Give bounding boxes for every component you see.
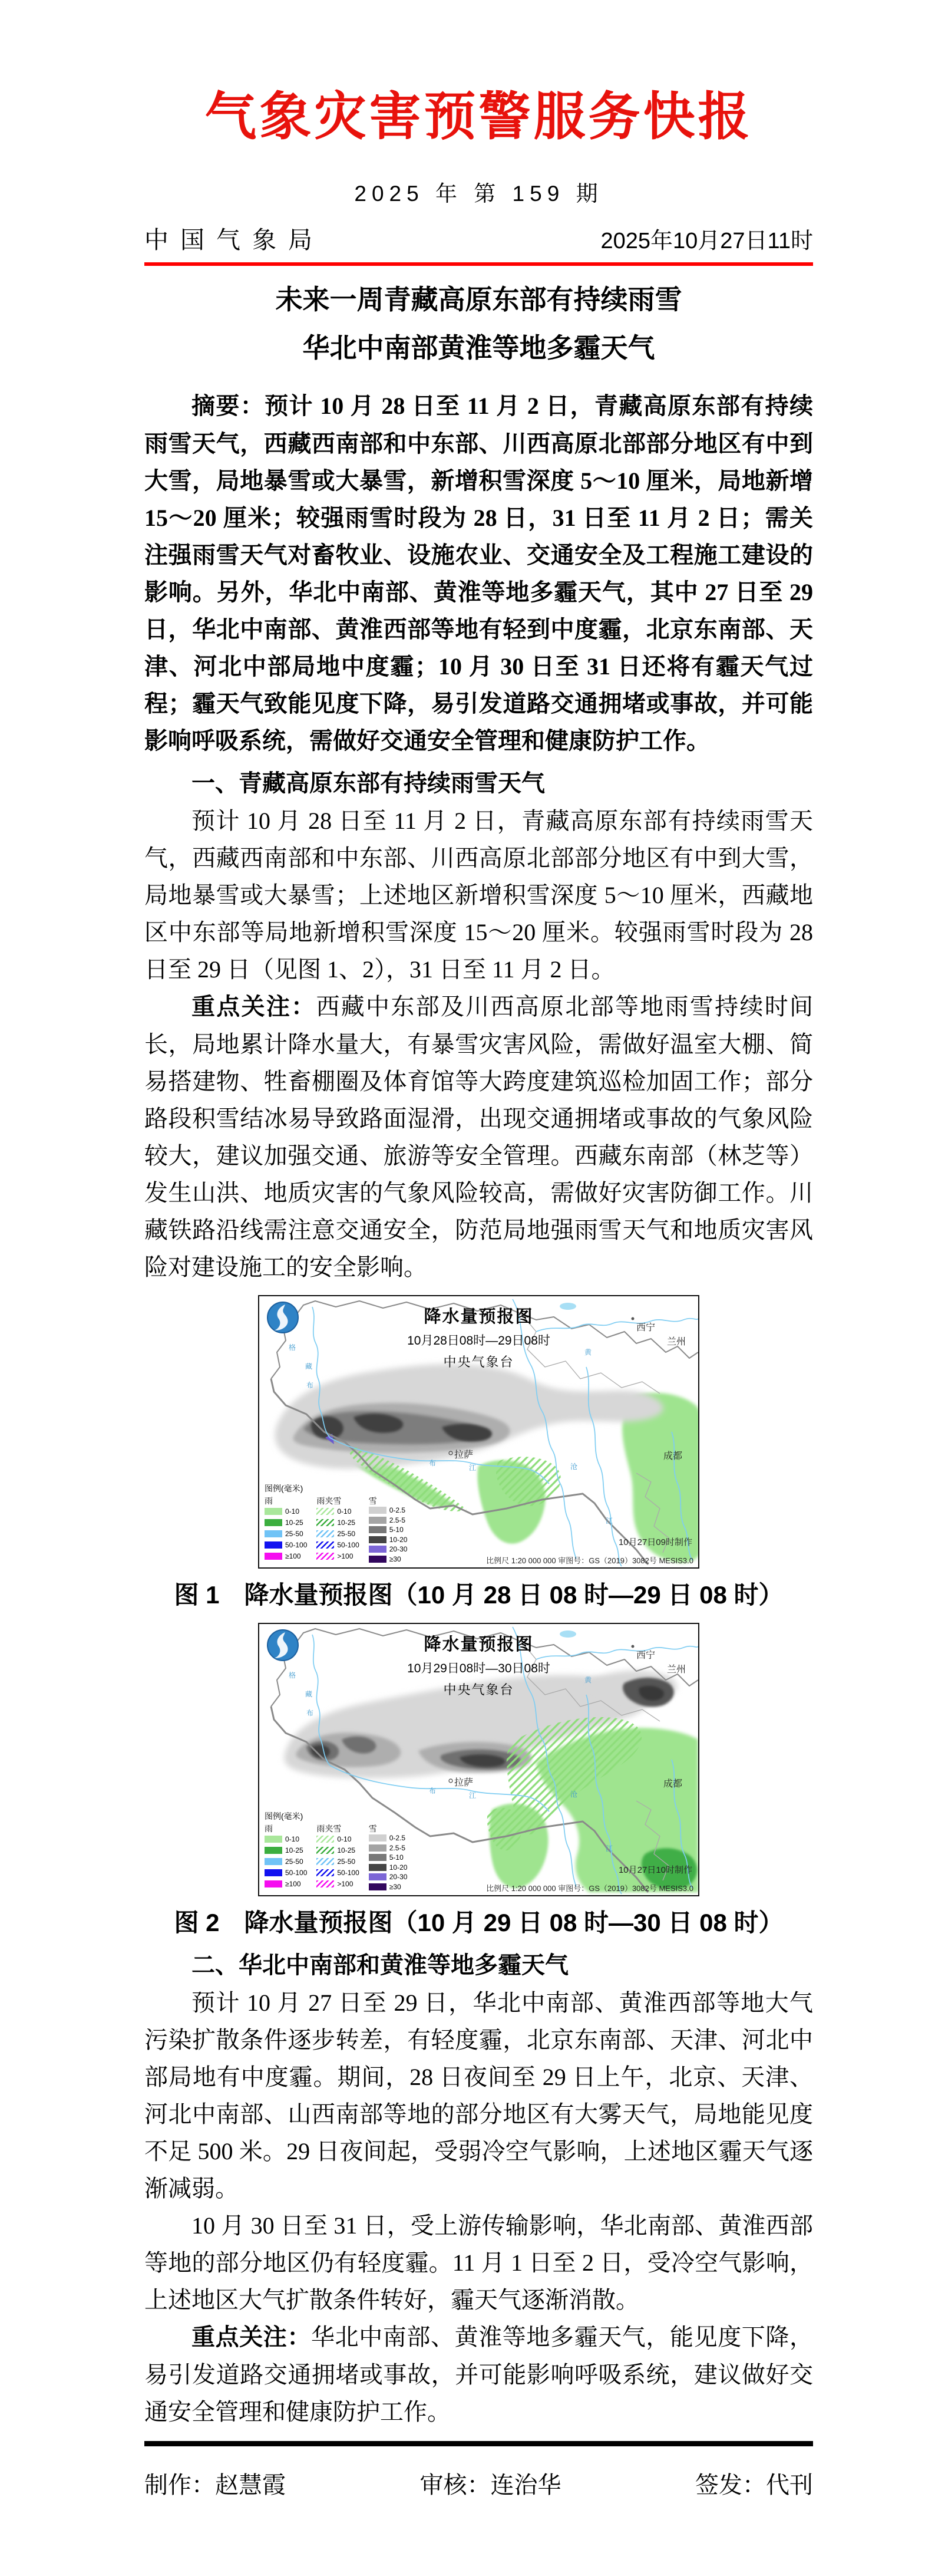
legend-row bbox=[316, 1844, 359, 1856]
map-made-time: 10月27日09时制作 bbox=[618, 1537, 692, 1547]
river-label: 江 bbox=[606, 1844, 613, 1853]
xining-marker bbox=[632, 1317, 635, 1320]
city-label-lanzhou: 兰州 bbox=[667, 1337, 686, 1347]
legend-swatch bbox=[369, 1517, 386, 1524]
legend-row bbox=[369, 1544, 408, 1554]
river-label: 江 bbox=[606, 1517, 613, 1525]
legend-swatch bbox=[265, 1880, 282, 1887]
xining-marker bbox=[632, 1645, 635, 1648]
map-legend bbox=[265, 1810, 407, 1892]
cma-logo-icon bbox=[266, 1301, 299, 1334]
legend-swatch bbox=[316, 1847, 334, 1854]
legend-row bbox=[369, 1516, 408, 1526]
legend-range-label: 2.5-5 bbox=[389, 1843, 406, 1852]
legend-col-snow: 雪 0-2.5 2.5-5 5-10 10-20 20-30 ≥30 bbox=[368, 1496, 408, 1563]
legend-range-label: 0-10 bbox=[285, 1507, 300, 1516]
river-label: 格 bbox=[289, 1671, 296, 1679]
section2-paragraph2: 10 月 30 日至 31 日，受上游传输影响，华北南部、黄淮西部等地的部分地区仍有轻度霾。11 月 1 日至 2 日，受冷空气影响，上述地区大气扩散条件转好，霾天气逐渐消散。 bbox=[144, 2212, 813, 2313]
legend-range-label: 25-50 bbox=[285, 1529, 303, 1538]
legend-range-label: ≥30 bbox=[389, 1554, 401, 1563]
legend-row bbox=[316, 1833, 359, 1844]
legend-range-label: 25-50 bbox=[337, 1857, 356, 1866]
legend-range-label: 5-10 bbox=[389, 1853, 404, 1862]
legend-range-label: 50-100 bbox=[285, 1540, 308, 1549]
legend-row bbox=[316, 1517, 359, 1528]
map-agency: 中央气象台 bbox=[443, 1355, 514, 1369]
section1-focus-text: 西藏中东部及川西高原北部等地雨雪持续时间长，局地累计降水量大，有暴雪灾害风险，需做好温室大棚、简易搭建物、牲畜棚圈及体育馆等大跨度建筑巡检加固工作；部分路段积雪结冰易导致路面湿滑，出现交通拥堵或事故的气象风险较大，建议加强交通、旅游等安全管理。西藏东南部（林芝等）发生山洪、地质灾害的气象风险较高，需做好灾害防御工作。川藏铁路沿线需注意交通安全，防范局地强雨雪天气和地质灾害风险对建设施工的安全影响。 bbox=[144, 993, 814, 1280]
legend-row bbox=[316, 1539, 359, 1550]
abstract-label: 摘要： bbox=[191, 393, 265, 419]
city-label-xining: 西宁 bbox=[636, 1323, 656, 1333]
legend-range-label: 10-25 bbox=[285, 1518, 303, 1527]
legend-row bbox=[265, 1550, 307, 1562]
legend-title: 图例(毫米) bbox=[265, 1484, 303, 1493]
legend-row bbox=[265, 1517, 307, 1528]
legend-swatch bbox=[265, 1530, 282, 1537]
legend-col-sleet: 雨夹雪 0-10 10-25 25-50 50-100 >100 bbox=[316, 1823, 359, 1892]
legend-row bbox=[369, 1535, 408, 1545]
legend-swatch bbox=[265, 1847, 282, 1854]
legend-row bbox=[265, 1528, 307, 1539]
legend-range-label: 25-50 bbox=[337, 1529, 356, 1538]
footer-divider bbox=[144, 2441, 813, 2446]
legend-row bbox=[369, 1872, 408, 1882]
river-label: 黄 bbox=[584, 1676, 592, 1684]
legend-col-rain: 雨 0-10 10-25 25-50 50-100 ≥100 bbox=[265, 1823, 307, 1892]
legend-swatch bbox=[369, 1834, 386, 1842]
section1-focus-paragraph bbox=[144, 988, 813, 1286]
legend-swatch bbox=[265, 1541, 282, 1549]
legend-row bbox=[265, 1856, 307, 1867]
map-made-time: 10月27日10时制作 bbox=[618, 1865, 692, 1875]
footer-maker: 制作：赵慧霞 bbox=[144, 2472, 286, 2498]
legend-swatch bbox=[265, 1869, 282, 1876]
legend-row bbox=[369, 1863, 408, 1873]
legend-range-label: ≥100 bbox=[285, 1551, 301, 1560]
city-label-chengdu: 成都 bbox=[663, 1779, 683, 1789]
legend-range-label: 10-20 bbox=[389, 1863, 408, 1872]
city-label-chengdu: 成都 bbox=[663, 1451, 683, 1461]
figure-2 bbox=[144, 1623, 813, 1939]
section1-heading: 一、青藏高原东部有持续雨雪天气 bbox=[191, 770, 545, 796]
legend-row bbox=[316, 1867, 359, 1878]
legend-col-snow: 雪 0-2.5 2.5-5 5-10 10-20 20-30 ≥30 bbox=[368, 1824, 408, 1891]
legend-swatch bbox=[265, 1553, 282, 1560]
section2-focus-paragraph bbox=[144, 2318, 813, 2430]
figure-1 bbox=[144, 1295, 813, 1611]
map-scale-text: 比例尺 1:20 000 000 审图号：GS（2019）3082号 MESIS3.0 bbox=[486, 1556, 693, 1565]
legend-range-label: 10-20 bbox=[389, 1535, 408, 1544]
legend-range-label: 0-10 bbox=[337, 1834, 352, 1843]
document-title-line1: 未来一周青藏高原东部有持续雨雪 bbox=[275, 284, 682, 315]
legend-swatch bbox=[369, 1883, 386, 1890]
legend-range-label: 50-100 bbox=[337, 1868, 359, 1877]
legend-columns bbox=[265, 1823, 407, 1892]
legend-swatch bbox=[369, 1873, 386, 1880]
legend-row bbox=[369, 1882, 408, 1892]
legend-swatch bbox=[369, 1556, 386, 1563]
legend-swatch bbox=[369, 1864, 386, 1871]
lake bbox=[560, 1303, 576, 1310]
legend-range-label: >100 bbox=[337, 1551, 353, 1560]
legend-range-label: 50-100 bbox=[285, 1868, 308, 1877]
legend-columns bbox=[265, 1495, 407, 1564]
abstract-paragraph bbox=[144, 387, 813, 759]
legend-swatch bbox=[316, 1519, 334, 1526]
legend-row bbox=[316, 1878, 359, 1889]
legend-swatch bbox=[316, 1858, 334, 1865]
legend-swatch bbox=[369, 1546, 386, 1553]
legend-swatch bbox=[369, 1526, 386, 1533]
city-label-lanzhou: 兰州 bbox=[667, 1665, 686, 1675]
legend-col-sleet: 雨夹雪 0-10 10-25 25-50 50-100 >100 bbox=[316, 1495, 359, 1564]
legend-row bbox=[369, 1853, 408, 1863]
legend-range-label: 0-10 bbox=[285, 1834, 300, 1843]
lake bbox=[560, 1630, 576, 1638]
legend-range-label: >100 bbox=[337, 1879, 353, 1888]
river-label: 布 bbox=[429, 1787, 437, 1795]
precip-map-2 bbox=[258, 1623, 699, 1896]
org-name: 中国气象局 bbox=[144, 226, 324, 253]
legend-swatch bbox=[369, 1844, 386, 1852]
footer-issuer: 签发：代刊 bbox=[695, 2472, 813, 2498]
legend-swatch bbox=[316, 1541, 334, 1549]
red-divider bbox=[144, 262, 813, 266]
legend-range-label: 25-50 bbox=[285, 1857, 303, 1866]
legend-swatch bbox=[369, 1507, 386, 1514]
map-period: 10月28日08时—29日08时 bbox=[407, 1334, 550, 1348]
footer-reviewer: 审核：连治华 bbox=[419, 2472, 561, 2498]
legend-swatch bbox=[316, 1880, 334, 1887]
river-label: 江 bbox=[469, 1791, 477, 1800]
document-title-line2: 华北中南部黄淮等地多霾天气 bbox=[302, 332, 655, 363]
river-label: 藏 bbox=[305, 1362, 313, 1371]
legend-row bbox=[265, 1506, 307, 1517]
cma-logo-icon bbox=[266, 1629, 299, 1662]
legend-row bbox=[369, 1833, 408, 1843]
map-title: 降水量预报图 bbox=[424, 1307, 534, 1326]
legend-row bbox=[316, 1528, 359, 1539]
legend-row bbox=[265, 1539, 307, 1550]
river-label: 布 bbox=[429, 1459, 437, 1467]
legend-row bbox=[369, 1554, 408, 1564]
legend-range-label: 10-25 bbox=[337, 1518, 356, 1527]
river-label: 藏 bbox=[305, 1690, 313, 1698]
issue-number: 2025 年 第 159 期 bbox=[354, 182, 603, 206]
legend-range-label: ≥100 bbox=[285, 1879, 301, 1888]
legend-row bbox=[265, 1844, 307, 1856]
legend-row bbox=[316, 1856, 359, 1867]
river-label: 黄 bbox=[584, 1348, 592, 1356]
legend-col-rain: 雨 0-10 10-25 25-50 50-100 ≥100 bbox=[265, 1495, 307, 1564]
masthead-title: 气象灾害预警服务快报 bbox=[204, 89, 753, 146]
legend-range-label: 20-30 bbox=[389, 1545, 408, 1554]
river-label: 江 bbox=[469, 1464, 477, 1472]
legend-swatch bbox=[265, 1836, 282, 1843]
legend-row bbox=[265, 1878, 307, 1889]
abstract-text: 预计 10 月 28 日至 11 月 2 日，青藏高原东部有持续雨雪天气，西藏西南部和中东部、川西高原北部部分地区有中到大雪，局地暴雪或大暴雪，新增积雪深度 5～10 厘米，局地新增 15～20 厘米；较强雨雪时段为 28 日，31 日至 11 月 2 日；需关注强雨雪天气对畜牧业、设施农业、交通安全及工程施工建设的影响。另外，华北中南部、黄淮等地多霾天气，其中 27 日至 29 日，华北中南部、黄淮西部等地有轻到中度霾，北京东南部、天津、河北中部局地中度霾；10 月 30 日至 31 日还将有霾天气过程；霾天气致能见度下降，易引发道路交通拥堵或事故，并可能影响呼吸系统，需做好交通安全管理和健康防护工作。 bbox=[144, 393, 814, 754]
legend-range-label: 10-25 bbox=[337, 1846, 356, 1854]
section1-paragraph: 预计 10 月 28 日至 11 月 2 日，青藏高原东部有持续雨雪天气，西藏西南部和中东部、川西高原北部部分地区有中到大雪，局地暴雪或大暴雪；上述地区新增积雪深度 5～10 厘米，西藏地区中东部等局地新增积雪深度 15～20 厘米。较强雨雪时段为 28 日至 29 日（见图 1、2），31 日至 11 月 2 日。 bbox=[144, 808, 813, 983]
legend-swatch bbox=[316, 1553, 334, 1560]
legend-title: 图例(毫米) bbox=[265, 1811, 303, 1821]
legend-swatch bbox=[265, 1858, 282, 1865]
map-period: 10月29日08时—30日08时 bbox=[407, 1662, 550, 1675]
legend-swatch bbox=[316, 1530, 334, 1537]
map-agency: 中央气象台 bbox=[443, 1682, 514, 1697]
river-label: 格 bbox=[289, 1343, 296, 1352]
header-row bbox=[144, 220, 813, 255]
footer-row bbox=[144, 2466, 813, 2500]
river-label: 沧 bbox=[570, 1790, 578, 1798]
legend-row bbox=[265, 1867, 307, 1878]
city-label-xining: 西宁 bbox=[636, 1651, 656, 1661]
map-scale-text: 比例尺 1:20 000 000 审图号：GS（2019）3082号 MESIS3.0 bbox=[486, 1884, 693, 1893]
section1-focus-label: 重点关注： bbox=[191, 994, 316, 1020]
issue-datetime: 2025年10月27日11时 bbox=[600, 229, 813, 253]
legend-range-label: 10-25 bbox=[285, 1846, 303, 1854]
legend-swatch bbox=[265, 1508, 282, 1515]
legend-range-label: 50-100 bbox=[337, 1540, 359, 1549]
section2-focus-text: 华北中南部、黄淮等地多霾天气，能见度下降，易引发道路交通拥堵或事故，并可能影响呼吸系统，建议做好交通安全管理和健康防护工作。 bbox=[144, 2324, 813, 2425]
legend-range-label: 2.5-5 bbox=[389, 1516, 406, 1524]
legend-row bbox=[316, 1506, 359, 1517]
figure2-caption: 图 2 降水量预报图（10 月 29 日 08 时—30 日 08 时） bbox=[174, 1909, 784, 1936]
legend-swatch bbox=[369, 1536, 386, 1543]
figure1-caption: 图 1 降水量预报图（10 月 28 日 08 时—29 日 08 时） bbox=[174, 1581, 784, 1609]
legend-swatch bbox=[316, 1836, 334, 1843]
map-legend bbox=[265, 1483, 407, 1564]
legend-swatch bbox=[316, 1869, 334, 1876]
section2-focus-label: 重点关注： bbox=[191, 2324, 311, 2350]
river-label: 布 bbox=[306, 1709, 314, 1717]
legend-range-label: 20-30 bbox=[389, 1873, 408, 1882]
section2-heading: 二、华北中南部和黄淮等地多霾天气 bbox=[191, 1952, 569, 1978]
legend-range-label: ≥30 bbox=[389, 1882, 401, 1891]
legend-swatch bbox=[369, 1854, 386, 1861]
legend-range-label: 0-10 bbox=[337, 1507, 352, 1516]
city-label-lhasa: 拉萨 bbox=[454, 1450, 474, 1460]
map-title: 降水量预报图 bbox=[424, 1635, 534, 1654]
legend-row bbox=[265, 1833, 307, 1844]
legend-row bbox=[369, 1843, 408, 1853]
content-column bbox=[144, 0, 813, 2500]
legend-row bbox=[369, 1525, 408, 1535]
legend-range-label: 5-10 bbox=[389, 1526, 404, 1534]
document-title bbox=[144, 275, 813, 372]
precip-map-1 bbox=[258, 1295, 699, 1569]
legend-row bbox=[369, 1506, 408, 1516]
legend-range-label: 0-2.5 bbox=[389, 1834, 406, 1843]
city-label-lhasa: 拉萨 bbox=[454, 1778, 474, 1788]
legend-swatch bbox=[265, 1519, 282, 1526]
river-label: 沧 bbox=[570, 1462, 578, 1471]
legend-row bbox=[316, 1550, 359, 1562]
river-label: 布 bbox=[306, 1381, 314, 1389]
section2-paragraph1: 预计 10 月 27 日至 29 日，华北中南部、黄淮西部等地大气污染扩散条件逐步转差，有轻度霾，北京东南部、天津、河北中部局地有中度霾。期间，28 日夜间至 29 日上午，北京、天津、河北中南部、山西南部等地的部分地区有大雾天气，局地能见度不足 500 米。29 日夜间起，受弱冷空气影响，上述地区霾天气逐渐减弱。 bbox=[144, 1989, 813, 2202]
legend-swatch bbox=[316, 1508, 334, 1515]
legend-range-label: 0-2.5 bbox=[389, 1506, 406, 1515]
